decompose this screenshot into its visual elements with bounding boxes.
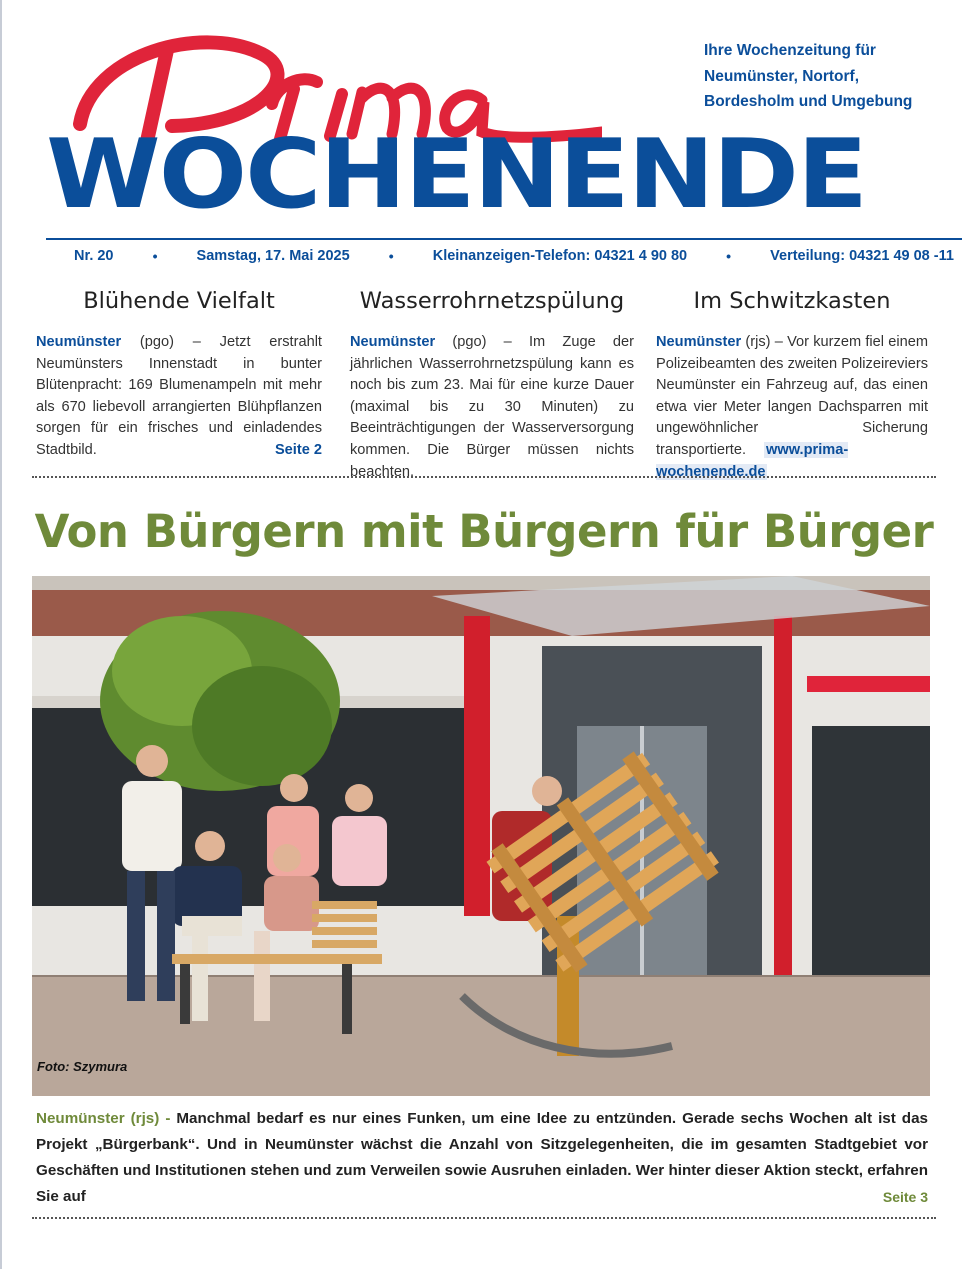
teaser-bluehende-vielfalt[interactable] bbox=[36, 284, 322, 464]
issue-info-bar bbox=[46, 244, 962, 268]
photo-illustration bbox=[32, 576, 930, 1096]
main-headline: Von Bürgern mit Bürgern für Bürger bbox=[34, 505, 934, 558]
teaser-location: Neumünster bbox=[36, 334, 122, 350]
classifieds-phone: Kleinanzeigen-Telefon: 04321 4 90 80 bbox=[432, 248, 688, 264]
lead-location: Neumünster (rjs) - bbox=[36, 1110, 171, 1127]
teaser-title: Blühende Vielfalt bbox=[83, 288, 275, 314]
page-reference-link[interactable]: Seite 3 bbox=[882, 1189, 928, 1205]
teaser-wasserrohrnetzspuelung[interactable] bbox=[350, 284, 634, 480]
website-link[interactable]: www.prima-wochenende.de bbox=[656, 441, 849, 480]
separator-dot: • bbox=[152, 248, 158, 264]
teaser-text: Neumünster (pgo) – Im Zuge der jährlichen Wasserrohrnetzspülung kann es noch bis zum 23. Mai für eine kurze Dauer (maximal bis zu 30 Minuten) zu Beeinträchtigungen der Wasserversorgung kommen. Die Bürger müssen nichts beachten. bbox=[350, 334, 634, 480]
teaser-title: Wasserrohrnetzspülung bbox=[359, 288, 625, 314]
section-divider bbox=[32, 1217, 936, 1219]
teaser-row bbox=[32, 284, 932, 480]
masthead-rule bbox=[46, 238, 962, 240]
distribution-phone: Verteilung: 04321 49 08 -11 bbox=[770, 248, 954, 264]
separator-dot: • bbox=[388, 248, 394, 264]
teaser-title: Im Schwitzkasten bbox=[693, 288, 891, 314]
lead-text: Manchmal bedarf es nur eines Funken, um eine Idee zu entzünden. Gerade sechs Wochen alt ist das Projekt „Bürgerbank“. Und in Neumünster wächst die Anzahl von Sitzgelegenheiten, die im gesamten Stadtgebiet vor Geschäften und Institutionen stehen und zum Verweilen sowie Ausruhen einladen. Wer hinter dieser Aktion steckt, erfahren Sie auf bbox=[36, 1110, 928, 1205]
tagline-line-2: Neumünster, Nortorf, bbox=[704, 67, 860, 85]
issue-date: Samstag, 17. Mai 2025 bbox=[196, 248, 350, 264]
teaser-location: Neumünster bbox=[350, 334, 436, 350]
tagline-line-1: Ihre Wochenzeitung für bbox=[704, 42, 876, 59]
issue-number: Nr. 20 bbox=[74, 248, 114, 264]
wochenende-logo: WOCHENENDE bbox=[46, 117, 867, 231]
main-story-lead bbox=[36, 1106, 928, 1210]
masthead bbox=[2, 0, 980, 240]
main-photo bbox=[32, 576, 930, 1096]
svg-text:Prima: Prima bbox=[62, 14, 65, 15]
teaser-text: Neumünster (rjs) – Vor kurzem fiel einem Polizeibeamten des zweiten Polizeireviers Neumünster ein Fahrzeug auf, das einen etwa vier Meter langen Dachsparren mit ungewöhnlicher Sicherung transportierte. www.prima-wochenende.de bbox=[656, 334, 928, 480]
teaser-location: Neumünster bbox=[656, 334, 742, 350]
tagline bbox=[704, 38, 964, 115]
teaser-im-schwitzkasten[interactable] bbox=[656, 284, 928, 480]
tagline-line-3: Bordesholm und Umgebung bbox=[704, 93, 913, 110]
section-divider bbox=[32, 476, 936, 478]
photo-credit: Foto: Szymura bbox=[37, 1059, 128, 1074]
page-reference-link[interactable]: Seite 2 bbox=[274, 441, 322, 458]
separator-dot: • bbox=[726, 248, 732, 264]
teaser-text: Neumünster (pgo) – Jetzt erstrahlt Neumünsters Innenstadt in bunter Blütenpracht: 169 Blumenampeln mit mehr als 670 liebevoll arrangierten Blühpflanzen sorgen für ein frisches und einladendes Stadtbild. Seite 2 bbox=[36, 332, 322, 462]
